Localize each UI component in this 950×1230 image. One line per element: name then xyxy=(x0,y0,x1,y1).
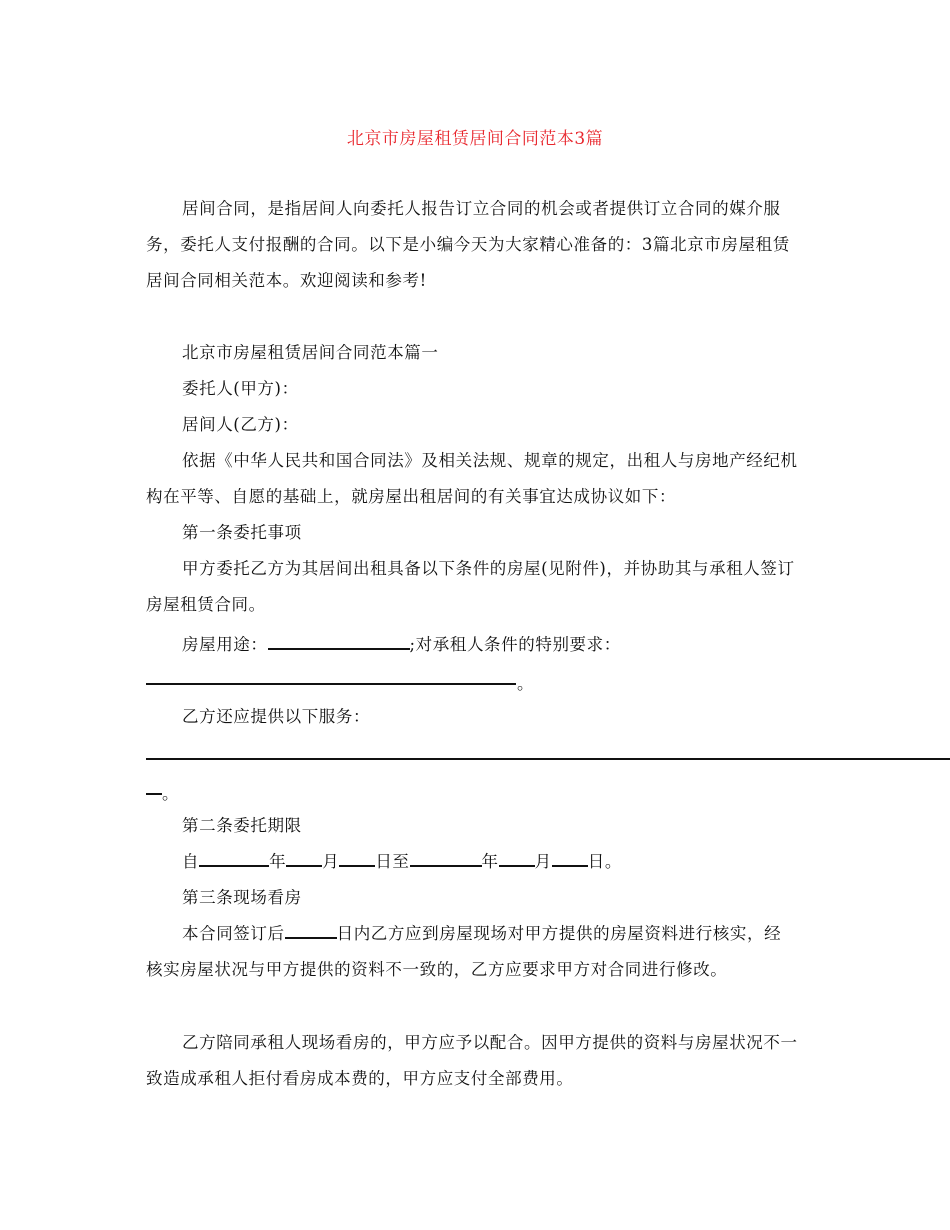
usage-line xyxy=(182,627,621,663)
article-3-text-start: 本合同签订后 xyxy=(182,924,285,943)
end-month-blank xyxy=(499,850,535,867)
end-day-blank xyxy=(552,850,588,867)
article-2-title: 第二条委托期限 xyxy=(182,816,302,835)
intro-paragraph: 居间合同，是指居间人向委托人报告订立合同的机会或者提供订立合同的媒介服务，委托人支付报酬的合同。以下是小编今天为大家精心准备的：3篇北京市房屋租赁居间合同相关范本。欢迎阅读和参考! xyxy=(146,199,790,290)
year-label: 年 xyxy=(269,852,287,871)
services-blank-line-end xyxy=(146,793,162,795)
usage-blank xyxy=(268,633,410,650)
day-to-label: 日至 xyxy=(375,852,410,871)
start-year-blank xyxy=(199,850,269,867)
party-b-label: 居间人(乙方)： xyxy=(182,415,299,434)
year-label: 年 xyxy=(481,852,499,871)
article-3-title: 第三条现场看房 xyxy=(182,888,302,907)
month-label: 月 xyxy=(534,852,552,871)
document-title: 北京市房屋租赁居间合同范本3篇 xyxy=(346,129,604,149)
article-3-text-end: 日内乙方应到房屋现场对甲方提供的房屋资料进行核实，经核实房屋状况与甲方提供的资料不一致的，乙方应要求甲方对合同进行修改。 xyxy=(146,924,782,979)
article-3-paragraph-2: 乙方陪同承租人现场看房的，甲方应予以配合。因甲方提供的资料与房屋状况不一致造成承租人拒付看房成本费的，甲方应支付全部费用。 xyxy=(146,1033,798,1088)
party-a-label: 委托人(甲方)： xyxy=(182,379,299,398)
days-blank xyxy=(285,922,337,939)
services-period: 。 xyxy=(162,784,179,803)
services-blank-line xyxy=(146,758,950,760)
basis-paragraph: 依据《中华人民共和国合同法》及相关法规、规章的规定，出租人与房地产经纪机构在平等、自愿的基础上，就房屋出租居间的有关事宜达成协议如下： xyxy=(146,451,798,506)
requirements-blank-line xyxy=(146,683,516,685)
usage-requirements-label: ;对承租人条件的特别要求： xyxy=(409,635,621,654)
article-1-title: 第一条委托事项 xyxy=(182,523,302,542)
article-3-text xyxy=(146,916,798,988)
services-label: 乙方还应提供以下服务： xyxy=(182,707,371,726)
date-from-label: 自 xyxy=(182,852,200,871)
section-heading: 北京市房屋租赁居间合同范本篇一 xyxy=(182,343,439,362)
start-day-blank xyxy=(339,850,375,867)
requirements-period: 。 xyxy=(517,674,534,693)
article-1-text: 甲方委托乙方为其居间出租具备以下条件的房屋(见附件)，并协助其与承租人签订房屋租赁合同。 xyxy=(146,559,795,614)
day-end-label: 日。 xyxy=(587,852,622,871)
start-month-blank xyxy=(286,850,322,867)
usage-label: 房屋用途： xyxy=(182,635,268,654)
term-date-line xyxy=(182,844,622,880)
month-label: 月 xyxy=(322,852,340,871)
end-year-blank xyxy=(410,850,482,867)
